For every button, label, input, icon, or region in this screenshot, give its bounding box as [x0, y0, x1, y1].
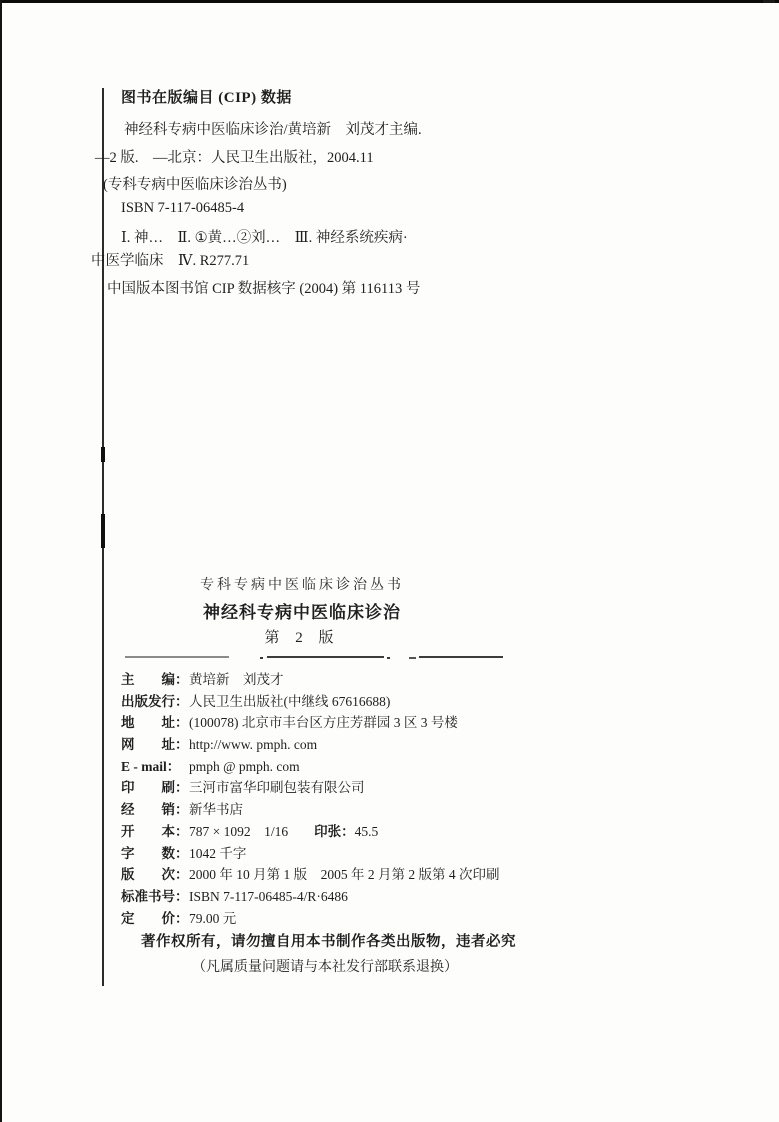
pub-value: http://www. pmph. com: [189, 737, 318, 753]
pub-row-website: [121, 734, 581, 756]
divider-dot: [387, 657, 390, 659]
pub-label: 主 编：: [121, 672, 189, 687]
pub-value: 人民卫生出版社(中继线 67616688): [189, 693, 391, 709]
pub-value: (100078) 北京市丰台区方庄芳群园 3 区 3 号楼: [189, 715, 458, 731]
pub-row-distributor: [121, 799, 581, 821]
scan-edge-top: [0, 0, 779, 3]
pub-value: 787 × 1092 1/16: [189, 823, 289, 839]
cip-record-number: 中国版本图书馆 CIP 数据核字 (2004) 第 116113 号: [107, 281, 421, 297]
pub-label: 定 价：: [121, 910, 189, 926]
pub-value: 新华书店: [189, 802, 243, 818]
pub-row-wordcount: [121, 843, 581, 865]
pub-label: 开 本：: [121, 823, 189, 839]
cip-isbn: ISBN 7-117-06485-4: [121, 200, 245, 216]
pub-row-address: [121, 712, 581, 734]
pub-label: 印 刷：: [121, 780, 189, 796]
pub-label: 地 址：: [121, 715, 189, 731]
scan-ink-blob: [101, 514, 105, 548]
cip-header: [121, 86, 292, 107]
pub-row-format: [121, 821, 581, 843]
pub-value: pmph @ pmph. com: [189, 758, 300, 774]
pub-label-sheets: 印张：: [314, 823, 355, 839]
divider-dot: [409, 657, 416, 659]
scan-ink-blob: [101, 447, 105, 462]
pub-row-edition-history: [121, 864, 581, 886]
divider-dot: [260, 657, 263, 659]
pub-value: 2000 年 10 月第 1 版 2005 年 2 月第 2 版第 4 次印刷: [189, 867, 500, 883]
scan-edge-left: [0, 0, 2, 1122]
pub-row-price: [121, 908, 581, 930]
divider-segment: [419, 656, 503, 658]
copyright-warning: 著作权所有，请勿擅自用本书制作各类出版物，违者必究: [141, 934, 516, 950]
pub-label: 出版发行：: [121, 693, 189, 709]
pub-row-standard-isbn: [121, 886, 581, 908]
pub-value: 黄培新 刘茂才: [189, 672, 284, 687]
publication-info: [121, 669, 581, 929]
cip-classification-1: Ⅰ. 神… Ⅱ. ①黄…②刘… Ⅲ. 神经系统疾病·: [121, 230, 408, 246]
cip-edition-imprint: —2 版. —北京：人民卫生出版社，2004.11: [95, 150, 374, 166]
edition-label: 第 2 版: [264, 630, 340, 646]
cip-title-statement: 神经科专病中医临床诊治/黄培新 刘茂才主编.: [124, 122, 422, 138]
pub-label: 网 址：: [121, 737, 189, 753]
cip-header-text: 图书在版编目 (CIP) 数据: [121, 90, 292, 106]
pub-value: ISBN 7-117-06485-4/R·6486: [189, 888, 348, 904]
pub-value: 三河市富华印刷包装有限公司: [189, 780, 365, 796]
pub-label: 版 次：: [121, 867, 189, 883]
series-title: 专科专病中医临床诊治丛书: [200, 578, 404, 593]
pub-label: 经 销：: [121, 802, 189, 818]
pub-row-email: [121, 756, 581, 778]
divider-segment: [125, 656, 229, 658]
pub-value: 79.00 元: [189, 910, 237, 926]
pub-label: 标准书号：: [121, 888, 189, 904]
cip-series-note: (专科专病中医临床诊治丛书): [103, 177, 287, 193]
pub-value: 1042 千字: [189, 845, 247, 861]
book-title: 神经科专病中医临床诊治: [203, 603, 401, 622]
pub-row-printer: [121, 777, 581, 799]
pub-value-sheets: 45.5: [354, 823, 379, 839]
pub-label: 字 数：: [121, 845, 189, 861]
pub-row-publisher: [121, 691, 581, 713]
quality-return-note: （凡属质量问题请与本社发行部联系退换）: [192, 960, 458, 975]
scan-corner-mark: [763, 0, 775, 3]
pub-row-editors: [121, 669, 581, 691]
pub-label: E - mail：: [121, 758, 181, 774]
cip-classification-2: 中医学临床 Ⅳ. R277.71: [91, 253, 250, 269]
divider-segment: [267, 656, 384, 658]
